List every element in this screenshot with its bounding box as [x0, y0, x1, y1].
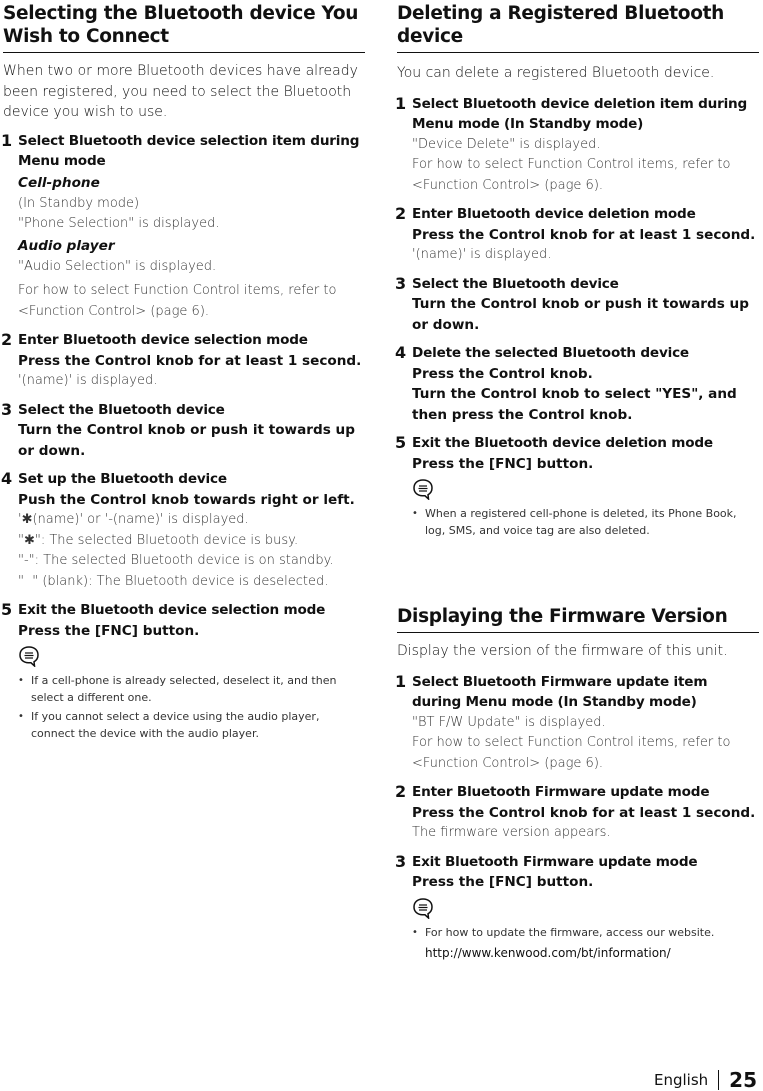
step-2: [397, 204, 759, 266]
step-number: 2: [1, 330, 13, 349]
section-title-firmware-version: Displaying the Firmware Version: [397, 605, 759, 633]
step-3: [3, 400, 365, 462]
step-number: 1: [1, 130, 13, 150]
step-title: Enter Bluetooth device selection mode: [18, 332, 308, 348]
note-item: • When a registered cell-phone is deleted, its Phone Book, log, SMS, and voice tag are also deleted.: [412, 506, 759, 539]
step-number: 1: [395, 93, 407, 113]
step-text: " " (blank): The Bluetooth device is deselected.: [18, 573, 329, 589]
step-title: Select Bluetooth device deletion item during Menu mode (In Standby mode): [412, 95, 748, 132]
step-4: [397, 343, 759, 425]
left-column: [3, 0, 365, 745]
step-number: 4: [1, 469, 13, 488]
step-number: 3: [395, 273, 407, 293]
note-icon: [412, 897, 434, 919]
note-icon: [412, 478, 434, 500]
step-number: 2: [395, 204, 407, 223]
step-1: [397, 672, 759, 775]
step-action: Press the [FNC] button.: [412, 455, 594, 472]
step-action: Press the Control knob for at least 1 second.: [18, 352, 362, 369]
step-text: "BT F/W Update" is displayed.: [412, 714, 606, 730]
step-text: "✱": The selected Bluetooth device is busy.: [18, 532, 299, 548]
step-number: 5: [1, 600, 13, 619]
step-number: 3: [395, 851, 407, 871]
step-number: 2: [395, 782, 407, 801]
step-action: Press the Control knob for at least 1 second.: [412, 226, 756, 243]
step-text: For how to select Function Control items, refer to <Function Control> (page 6).: [18, 283, 337, 319]
website-url[interactable]: http://www.kenwood.com/bt/information/: [425, 946, 671, 960]
step-title: Select the Bluetooth device: [412, 275, 619, 292]
step-2: [397, 782, 759, 844]
step-action: Press the Control knob.: [412, 365, 593, 382]
footer-divider: [718, 1070, 719, 1090]
step-text: '(name)' is displayed.: [412, 247, 552, 262]
step-number: 3: [1, 399, 13, 419]
step-title: Set up the Bluetooth device: [18, 471, 227, 487]
step-action: Press the [FNC] button.: [18, 622, 200, 639]
step-text: (In Standby mode): [18, 195, 140, 211]
step-title: Select Bluetooth Firmware update item during Menu mode (In Standby mode): [412, 673, 708, 710]
step-title: Enter Bluetooth Firmware update mode: [412, 784, 710, 800]
page-number: 25: [729, 1068, 757, 1091]
note-item: • For how to update the firmware, access our website.: [412, 925, 759, 942]
note-item: • If a cell-phone is already selected, deselect it, and then select a different one.: [18, 673, 365, 706]
step-action: Turn the Control knob to select "YES", and then press the Control knob.: [412, 386, 737, 423]
step-text: For how to select Function Control items, refer to <Function Control> (page 6).: [412, 157, 731, 193]
step-title: Exit the Bluetooth device deletion mode: [412, 435, 713, 451]
subheading-cell-phone: Cell-phone: [18, 174, 100, 191]
step-action: Turn the Control knob or push it towards up or down.: [18, 422, 355, 459]
page-footer: [654, 1068, 757, 1091]
section-intro: When two or more Bluetooth devices have already been registered, you need to select the Bluetooth device you wish to use.: [3, 63, 358, 120]
step-3: [397, 852, 759, 963]
step-title: Enter Bluetooth device deletion mode: [412, 206, 696, 222]
section-title-select-device: Selecting the Bluetooth device You Wish to Connect: [3, 2, 365, 53]
notes-list: [412, 925, 759, 942]
step-4: [3, 469, 365, 592]
step-text: "Phone Selection" is displayed.: [18, 216, 220, 231]
section-title-delete-device: Deleting a Registered Bluetooth device: [397, 2, 759, 53]
step-text: '✱(name)' or '-(name)' is displayed.: [18, 512, 249, 527]
step-text: '(name)' is displayed.: [18, 373, 158, 388]
step-number: 5: [395, 433, 407, 452]
step-1: [3, 131, 365, 323]
step-1: [397, 94, 759, 197]
step-text: "-": The selected Bluetooth device is on standby.: [18, 553, 334, 568]
step-text: The firmware version appears.: [412, 825, 611, 840]
step-title: Exit Bluetooth Firmware update mode: [412, 853, 698, 870]
step-number: 4: [395, 343, 407, 362]
step-title: Delete the selected Bluetooth device: [412, 345, 689, 361]
step-text: For how to select Function Control items, refer to <Function Control> (page 6).: [412, 735, 731, 771]
step-3: [397, 274, 759, 336]
step-title: Select Bluetooth device selection item during Menu mode: [18, 132, 360, 169]
section-intro: Display the version of the firmware of this unit.: [397, 643, 728, 659]
right-column: [397, 0, 759, 962]
step-action: Push the Control knob towards right or left.: [18, 491, 355, 508]
note-icon: [18, 645, 40, 667]
step-text: "Device Delete" is displayed.: [412, 136, 601, 152]
notes-list: [412, 506, 759, 539]
notes-list: [18, 673, 365, 742]
footer-language: English: [653, 1071, 709, 1089]
section-intro: You can delete a registered Bluetooth device.: [397, 65, 715, 81]
step-text: "Audio Selection" is displayed.: [18, 258, 217, 274]
note-item: • If you cannot select a device using the audio player, connect the device with the audio player.: [18, 709, 365, 742]
step-5: [3, 600, 365, 742]
subheading-audio-player: Audio player: [18, 237, 115, 254]
step-action: Turn the Control knob or push it towards up or down.: [412, 296, 749, 333]
step-number: 1: [395, 671, 407, 691]
step-title: Exit the Bluetooth device selection mode: [18, 602, 326, 618]
step-5: [397, 433, 759, 539]
step-action: Press the Control knob for at least 1 second.: [412, 804, 756, 821]
step-title: Select the Bluetooth device: [18, 401, 225, 418]
step-action: Press the [FNC] button.: [412, 874, 594, 890]
step-2: [3, 330, 365, 392]
